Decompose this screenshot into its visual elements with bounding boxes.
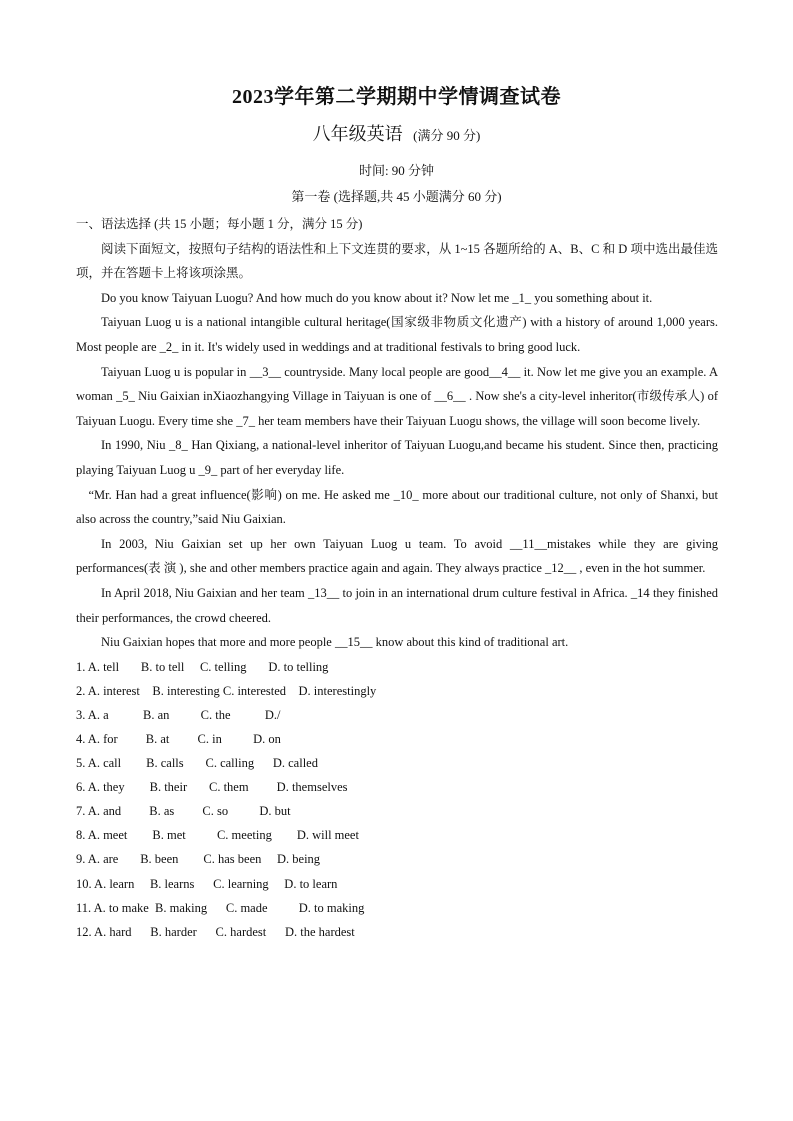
exam-volume: 第一卷 (选择题,共 45 小题满分 60 分) [291, 189, 502, 204]
section-instruction: 阅读下面短文，按照句子结构的语法性和上下文连贯的要求，从 1~15 各题所给的 A、B、C 和 D 项中选出最佳选项，并在答题卡上将该项涂黑。 [76, 241, 718, 281]
option-row: 10. A. learn B. learns C. learning D. to learn [76, 876, 338, 891]
option-row: 12. A. hard B. harder C. hardest D. the hardest [76, 924, 355, 939]
passage-paragraph: In April 2018, Niu Gaixian and her team _13__ to join in an international drum culture festival in Africa. _14 they finished their performances, the crowd cheered. [76, 585, 718, 625]
option-row: 4. A. for B. at C. in D. on [76, 731, 281, 746]
passage-paragraph: “Mr. Han had a great influence(影响) on me. He asked me _10_ more about our traditional culture, not only of Shanxi, but also across the country,”said Niu Gaixian. [76, 487, 718, 527]
passage-paragraph: In 1990, Niu _8_ Han Qixiang, a national-level inheritor of Taiyuan Luogu,and became his student. Since then, practicing playing Taiyuan Luog u _9_ part of her everyday life. [76, 438, 718, 477]
option-row: 3. A. a B. an C. the D./ [76, 707, 281, 722]
option-row: 5. A. call B. calls C. calling D. called [76, 756, 318, 771]
exam-title: 2023学年第二学期期中学情调查试卷 [232, 86, 561, 108]
option-row: 1. A. tell B. to tell C. telling D. to telling [76, 659, 329, 674]
exam-score: (满分 90 分) [413, 128, 481, 143]
option-row: 9. A. are B. been C. has been D. being [76, 852, 321, 867]
passage-paragraph: Taiyuan Luog u is popular in __3__ countryside. Many local people are good__4__ it. Now let me give you an example. A woman _5_ Niu Gaixian inXiaozhangying Village in Taiyuan is one of __6__ . Now she's a city-level inheritor(市级传承人) of Taiyuan Luogu. Every time she _7_ her team members have their Taiyuan Luogu shows, the village will soon become lively. [76, 364, 718, 428]
exam-subject: 八年级英语 [312, 124, 403, 144]
option-row: 7. A. and B. as C. so D. but [76, 804, 291, 819]
answer-options [76, 655, 718, 944]
passage-paragraph: In 2003, Niu Gaixian set up her own Taiyuan Luog u team. To avoid __11__mistakes while they are giving performances(表 演 ), she and other members practice again and again. They always practice _12__ , even in the hot summer. [76, 536, 718, 576]
passage-paragraph: Niu Gaixian hopes that more and more people __15__ know about this kind of traditional art. [101, 635, 569, 650]
exam-body [76, 212, 718, 944]
exam-time: 时间: 90 分钟 [358, 163, 435, 178]
passage-paragraph: Do you know Taiyuan Luogu? And how much do you know about it? Now let me _1_ you something about it. [101, 290, 653, 305]
option-row: 6. A. they B. their C. them D. themselves [76, 780, 348, 795]
passage-paragraph: Taiyuan Luog u is a national intangible cultural heritage(国家级非物质文化遗产) with a history of around 1,000 years. Most people are _2_ in it. It's widely used in weddings and at traditional festivals to bring good luck. [76, 315, 718, 354]
option-row: 11. A. to make B. making C. made D. to making [76, 900, 365, 915]
option-row: 8. A. meet B. met C. meeting D. will meet [76, 828, 359, 843]
section-heading: 一、语法选择 (共 15 小题；每小题 1 分，满分 15 分) [76, 217, 363, 231]
exam-subject-line [0, 120, 793, 146]
option-row: 2. A. interest B. interesting C. interested D. interestingly [76, 683, 377, 698]
